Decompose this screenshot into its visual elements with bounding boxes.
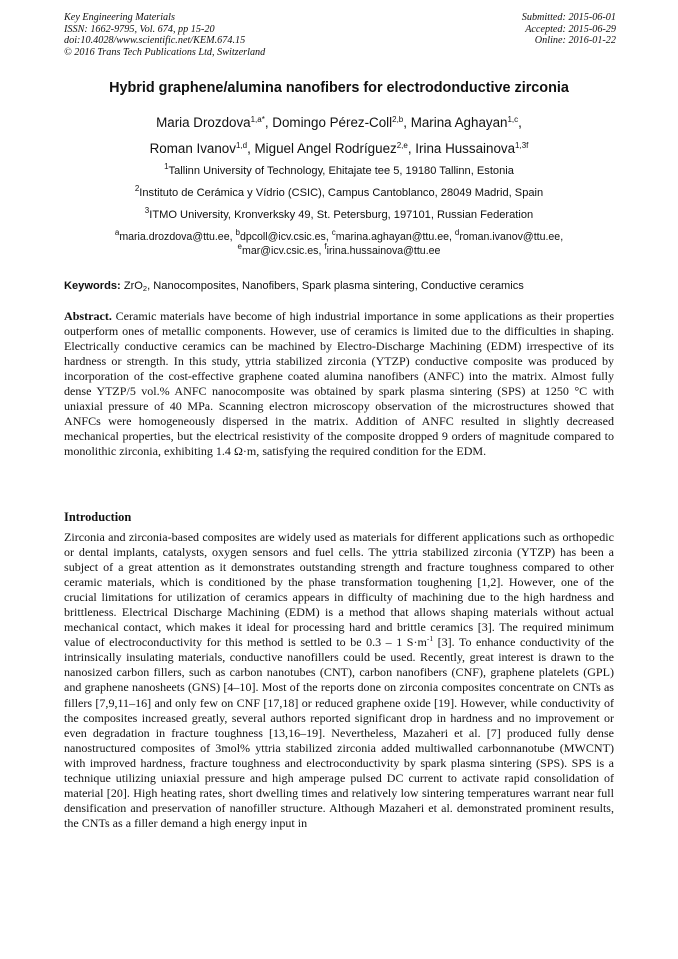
paper-title: Hybrid graphene/alumina nanofibers for electrodonductive zirconia: [109, 80, 569, 96]
author-name: Miguel Angel Rodríguez: [254, 141, 397, 156]
affiliation-2: $^2$Instituto de Cerámica y Vídrio (CSIC), Campus Cantoblanco, 28049 Madrid, Spain: [134, 184, 544, 199]
author-affil: 1,c: [507, 115, 519, 124]
author-affil: 2,e: [396, 141, 408, 150]
email-c[interactable]: marina.aghayan@ttu.ee,: [335, 231, 452, 243]
author-name: Maria Drozdova: [156, 115, 251, 130]
author-affil: 1,3f: [515, 141, 529, 150]
author-line-2: Roman Ivanov$^{1,d}$, Miguel Angel Rodríguez$^{2,e}$, Irina Hussainova$^{1,3f}$: [149, 141, 529, 156]
author-affil: 2,b: [392, 115, 404, 124]
author-name: Domingo Pérez-Coll: [272, 115, 393, 130]
copyright: © 2016 Trans Tech Publications Ltd, Switzerland: [64, 46, 266, 58]
abstract-label: Abstract.: [64, 309, 112, 323]
author-affil: 1,a*: [250, 115, 265, 124]
email-d[interactable]: roman.ivanov@ttu.ee,: [459, 231, 564, 243]
email-a[interactable]: maria.drozdova@ttu.ee,: [119, 231, 233, 243]
introduction-heading: Introduction: [64, 510, 132, 524]
author-name: Irina Hussainova: [415, 141, 516, 156]
doi: doi:10.4028/www.scientific.net/KEM.674.15: [64, 35, 246, 47]
journal-name: Key Engineering Materials: [64, 12, 175, 23]
submitted-date: Submitted: 2015-06-01: [521, 12, 616, 23]
introduction-text: Zirconia and zirconia-based composites are widely used as materials for different applications such as orthopedic or dental implants, catalysts, oxygen sensors and fuel cells. The yttria stabilized zirconia (YTZP) has been a subject of a great attention as it demonstrates outstanding strength and fracture toughness compared to other ceramic materials, which is conditioned by the phase transformation toughening [1,2]. However, one of the crucial limitations for utilization of ceramics appears in difficulty of machining due to the high hardness and brittleness. Electrical Discharge Machining (EDM) is a method that allows shaping materials without actual mechanical contact, which makes it ideal for processing hard and brittle ceramics [3]. The required minimum value of electroconductivity for this method is settled to be 0.3 – 1 $S\cdot m^{-1}$ [3]. To enhance conductivity of the intrinsically insulating materials, conductive nanofillers could be used. Recently, great interest is drawn to the nanosized carbon fillers, such as carbon nanotubes (CNT), carbon nanofibers (CNF), graphene platelets (GPL) and graphene nanosheets (GNS) [4–10]. Most of the reports done on zirconia composites concentrate on CNTs as fillers [7,9,11–16] and only few on CNF [17,18] or reduced graphene oxide [19]. However, while conductivity of the composites increased greatly, several authors reported significant drop in hardness and no improvement or even degradation in fracture toughness [13,16–19]. Nevertheless, Mazaheri et al. [7] produced fully dense nanostructured composites of 3mol% yttria stabilized zirconia added multiwalled carbonnanotube (MWCNT) with improved hardness, fracture toughness and electroconductivity by spark plasma sintering (SPS). SPS is a technique utilizing uniaxial pressure and high amperage pulsed DC current to activate rapid consolidation of material [20]. High heating rates, short dwelling times and relatively low sintering temperatures warrant near full densification and preservation of nanofiller structure. Although Mazaheri et al. demonstrated prominent results, the CNTs as a filler demand a high energy input in: [64, 530, 615, 830]
abstract: [64, 309, 614, 459]
author-affil: 1,d: [235, 141, 248, 150]
author-line-1: Maria Drozdova$^{1,a*}$, Domingo Pérez-Coll$^{2,b}$, Marina Aghayan$^{1,c}$,: [156, 115, 522, 130]
keywords-label: Keywords:: [64, 280, 121, 292]
affiliation-3: $^3$ITMO University, Kronverksky 49, St. Petersburg, 197101, Russian Federation: [144, 206, 534, 221]
abstract-text: Ceramic materials have become of high industrial importance in some applications as their properties outperform ones of metallic components. However, use of ceramics is limited due to the difficulties in shaping. Electrically conductive ceramics can be machined by Electro-Discharge Machining (EDM) irrespective of its hardness or strength. In this study, yttria stabilized zirconia (YTZP) conductive composite was produced by incorporation of the cost-effective graphene coated alumina nanofibers (ANFC) into the matrix. Almost fully dense YTZP/5 vol.% ANFC nanocomposite was obtained by spark plasma sintering (SPS) at 1250 °C with uniaxial pressure of 40 MPa. Scanning electron microscopy observation of the microstructures showed that ANFCs were homogeneously dispersed in the matrix. Addition of ANFC resulted in slightly decreased mechanical properties, but the electrical resistivity of the composite dropped 9 orders of magnitude compared to monolithic zirconia, exhibiting 1.4 Ω·m, satisfying the required condition for the EDM.: [64, 309, 615, 459]
submission-dates: [522, 12, 616, 47]
email-b[interactable]: dpcoll@icv.csic.es,: [239, 231, 329, 243]
accepted-date: Accepted: 2015-06-29: [525, 23, 616, 35]
emails-line-2: $^e$mar@icv.csic.es, $^f$irina.hussainova@ttu.ee: [237, 242, 441, 257]
issn: ISSN: 1662-9795, Vol. 674, pp 15-20: [64, 23, 215, 35]
email-e[interactable]: mar@icv.csic.es,: [242, 245, 322, 257]
affiliation-1: $^1$Tallinn University of Technology, Ehitajate tee 5, 19180 Tallinn, Estonia: [164, 162, 514, 177]
keywords: Keywords: ZrO$_2$, Nanocomposites, Nanofibers, Spark plasma sintering, Conductive ceramics: [64, 280, 524, 293]
journal-info: [64, 12, 265, 58]
email-f[interactable]: irina.hussainova@ttu.ee: [326, 245, 441, 257]
author-name: Marina Aghayan: [410, 115, 508, 130]
emails-line-1: $^a$maria.drozdova@ttu.ee, $^b$dpcoll@icv.csic.es, $^c$marina.aghayan@ttu.ee, $^d$roman.ivanov@ttu.ee,: [114, 228, 564, 243]
online-date: Online: 2016-01-22: [534, 35, 616, 47]
author-name: Roman Ivanov: [149, 141, 236, 156]
